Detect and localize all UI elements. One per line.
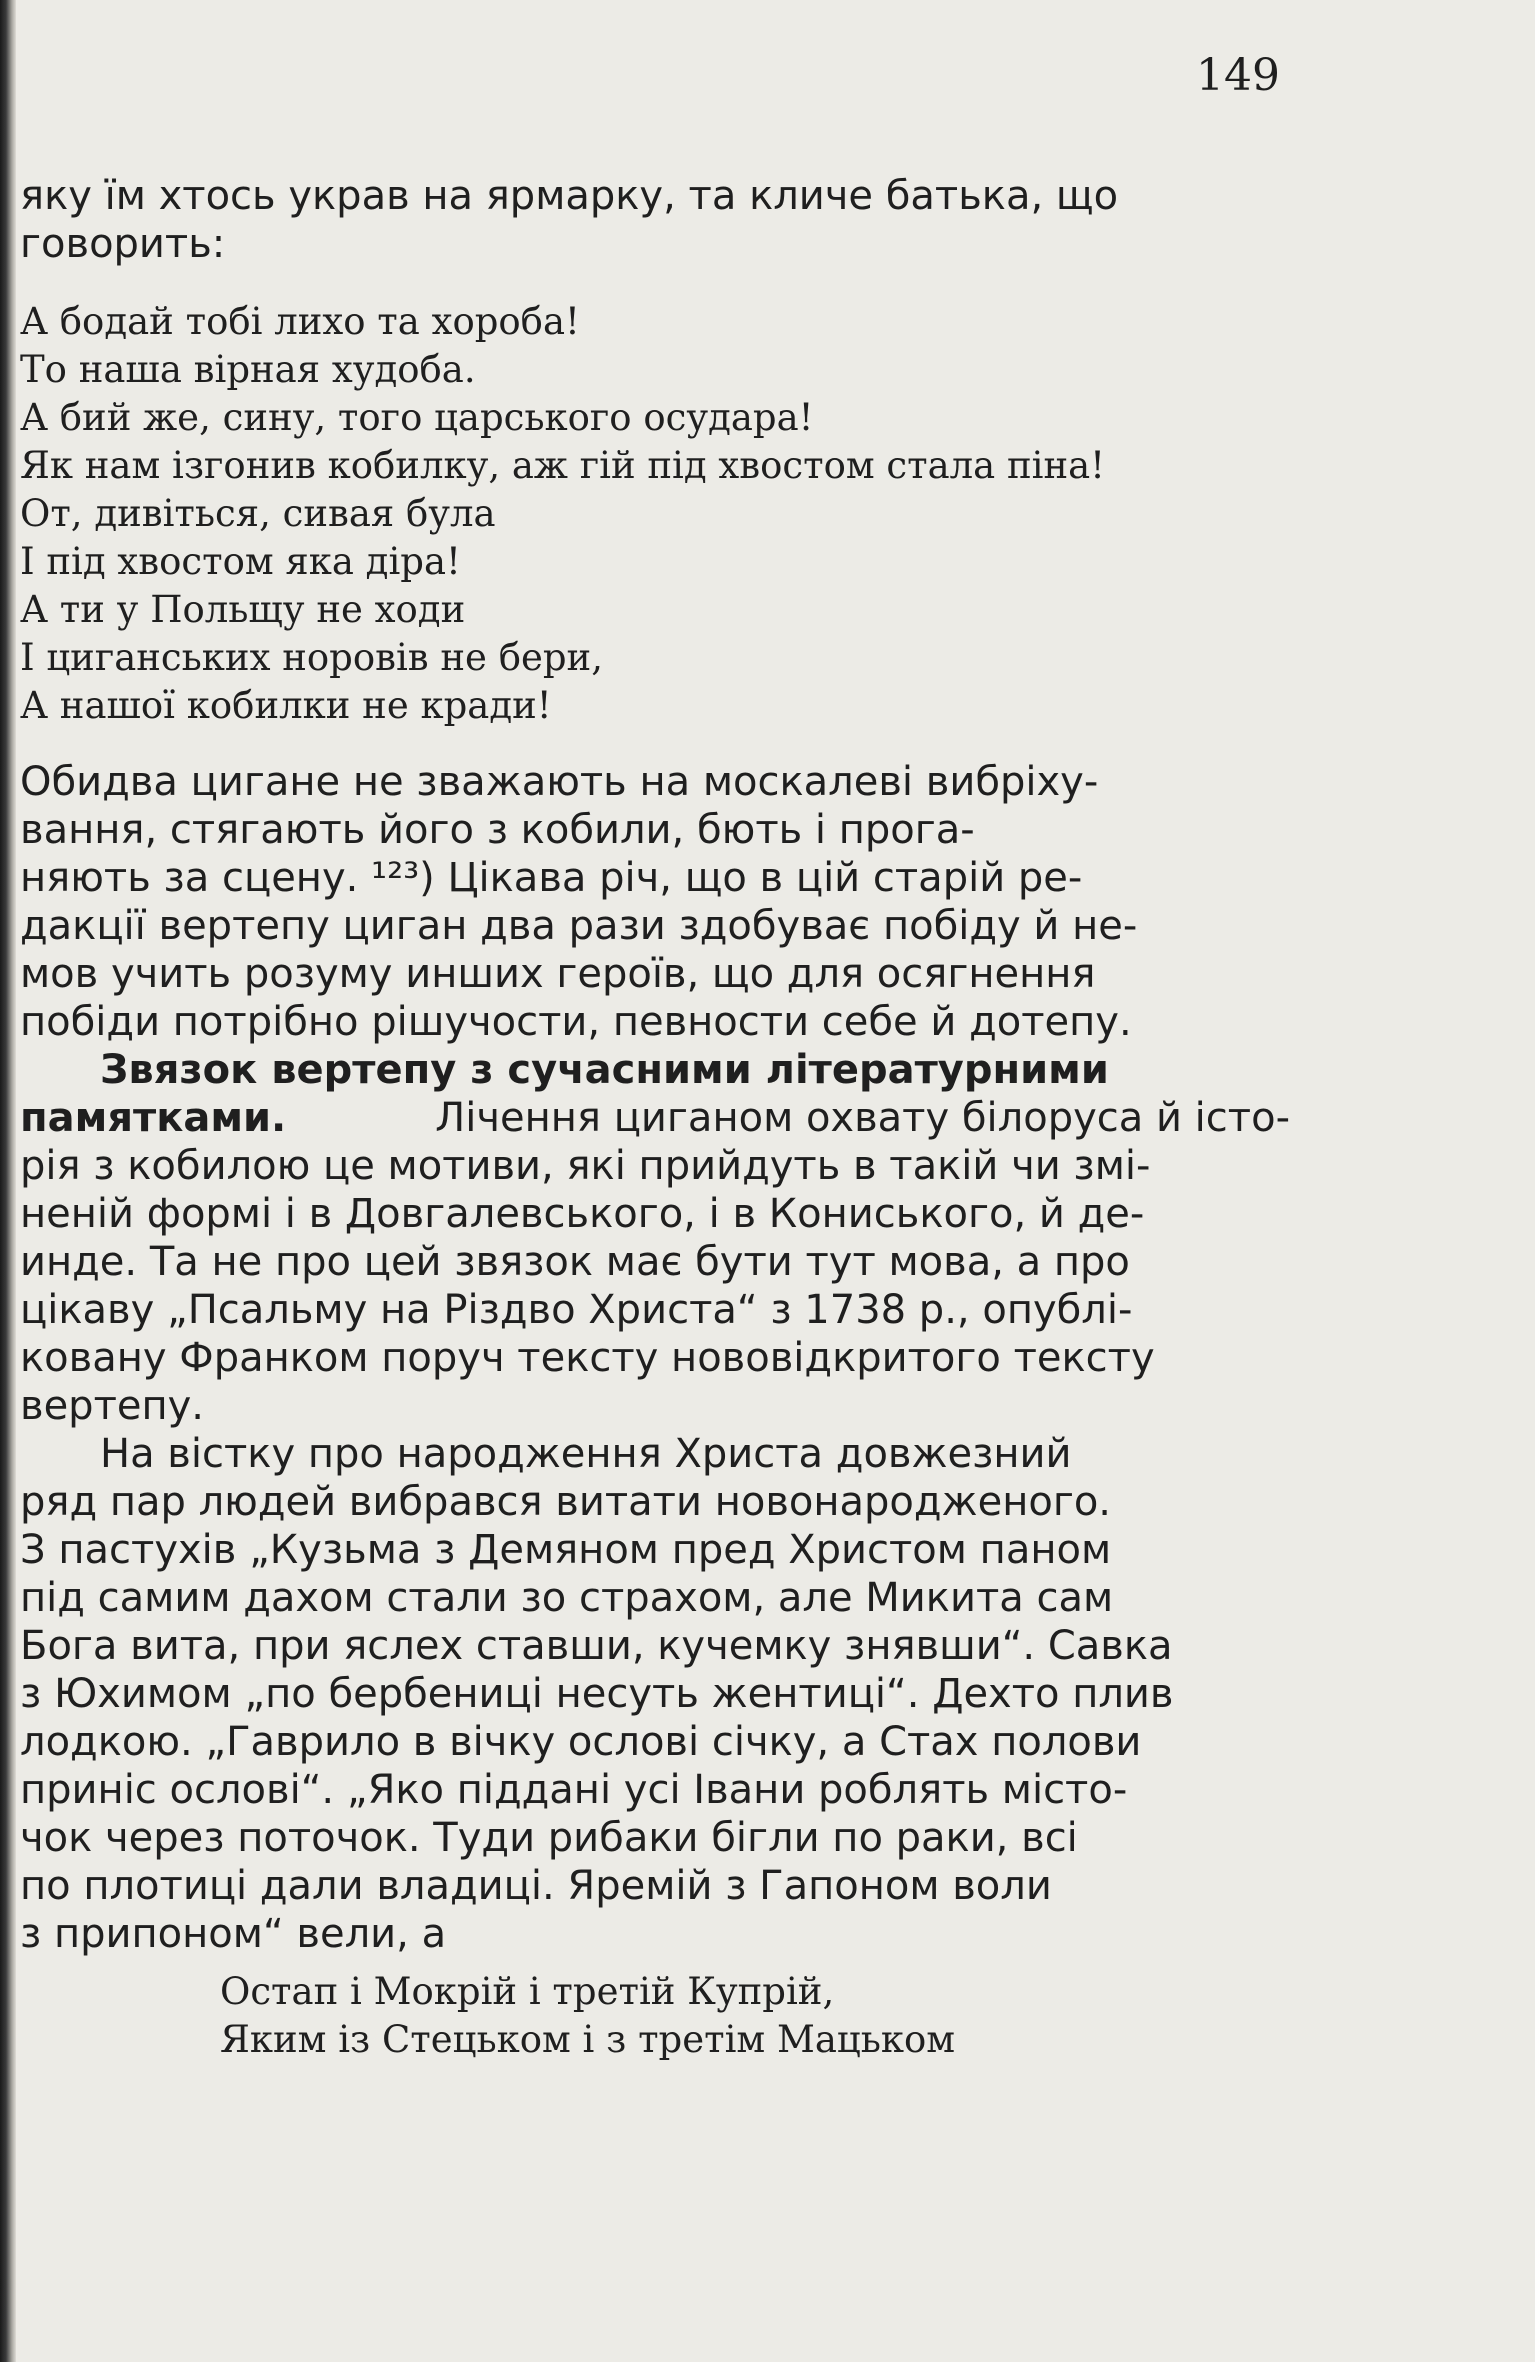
text-line: На вістку про народження Христа довжезний bbox=[100, 1431, 1072, 1477]
paragraph-2 bbox=[20, 1046, 1290, 1430]
text-line: вертепу. bbox=[20, 1383, 205, 1429]
text-line: Бога вита, при яслех ставши, кучемку знявши“. Савка bbox=[20, 1623, 1173, 1669]
verse-line: А нашої кобилки не кради! bbox=[20, 684, 552, 727]
verse-line: То наша вірная худоба. bbox=[20, 348, 476, 391]
verse-line: Яким із Стецьком і з третім Мацьком bbox=[220, 2018, 956, 2061]
text-line: неній формі і в Довгалевського, і в Кониського, й де- bbox=[20, 1191, 1145, 1237]
paragraph-1 bbox=[20, 758, 1290, 1046]
text-line: мов учить розуму инших героїв, що для осягнення bbox=[20, 951, 1096, 997]
text-line bbox=[20, 1094, 1290, 1142]
text-line: лодкою. „Гаврило в вічку ослові січку, а Стах полови bbox=[20, 1719, 1142, 1765]
text-line: цікаву „Псальму на Різдво Христа“ з 1738 р., опублі- bbox=[20, 1287, 1133, 1333]
section-heading-continued: памятками. bbox=[20, 1095, 287, 1141]
text-line: Обидва цигане не зважають на москалеві вибріху- bbox=[20, 759, 1099, 805]
text-line: приніс ослові“. „Яко піддані усі Івани роблять місто- bbox=[20, 1767, 1128, 1813]
verse-line: І циганських норовів не бери, bbox=[20, 636, 603, 679]
verse-line: От, дивіться, сивая була bbox=[20, 492, 496, 535]
text-line: инде. Та не про цей звязок має бути тут мова, а про bbox=[20, 1239, 1130, 1285]
text-line: вання, стягають його з кобили, бють і прога- bbox=[20, 807, 975, 853]
text-line: яку їм хтось украв на ярмарку, та кличе батька, що bbox=[20, 173, 1119, 219]
closing-verse-block bbox=[220, 1968, 955, 2064]
text-line: з Юхимом „по бербениці несуть жентиці“. Дехто плив bbox=[20, 1671, 1174, 1717]
text-line: говорить: bbox=[20, 221, 226, 267]
verse-line: Як нам ізгонив кобилку, аж гій під хвостом стала піна! bbox=[20, 444, 1106, 487]
text-line: з припоном“ вели, а bbox=[20, 1911, 447, 1957]
text-line: під самим дахом стали зо страхом, але Микита сам bbox=[20, 1575, 1114, 1621]
verse-line: А ти у Польщу не ходи bbox=[20, 588, 466, 631]
page-number: 149 bbox=[1196, 50, 1280, 101]
text-line: побіди потрібно рішучости, певности себе й дотепу. bbox=[20, 999, 1132, 1045]
verse-line: А бодай тобі лихо та хороба! bbox=[20, 300, 580, 343]
text-fragment: Лічення циганом охвату білоруса й істо- bbox=[435, 1095, 1290, 1141]
text-line: дакції вертепу циган два рази здобуває побіду й не- bbox=[20, 903, 1138, 949]
intro-paragraph bbox=[20, 172, 1290, 268]
book-spine-shadow bbox=[0, 0, 16, 2362]
verse-block bbox=[20, 298, 1105, 730]
section-heading: Звязок вертепу з сучасними літературними bbox=[100, 1047, 1109, 1093]
verse-line: А бий же, сину, того царського осудара! bbox=[20, 396, 814, 439]
text-line: ряд пар людей вибрався витати новонародженого. bbox=[20, 1479, 1112, 1525]
text-line: чок через поточок. Туди рибаки бігли по раки, всі bbox=[20, 1815, 1078, 1861]
text-line: по плотиці дали владиці. Яремій з Гапоном воли bbox=[20, 1863, 1052, 1909]
text-line: рія з кобилою це мотиви, які прийдуть в такій чи змі- bbox=[20, 1143, 1151, 1189]
verse-line: І під хвостом яка діра! bbox=[20, 540, 461, 583]
text-line: ковану Франком поруч тексту нововідкритого тексту bbox=[20, 1335, 1155, 1381]
text-line: няють за сцену. ¹²³) Цікава річ, що в цій старій ре- bbox=[20, 855, 1083, 901]
paragraph-3 bbox=[20, 1430, 1290, 1958]
text-line: З пастухів „Кузьма з Демяном пред Христом паном bbox=[20, 1527, 1112, 1573]
verse-line: Остап і Мокрій і третій Купрій, bbox=[220, 1970, 835, 2013]
